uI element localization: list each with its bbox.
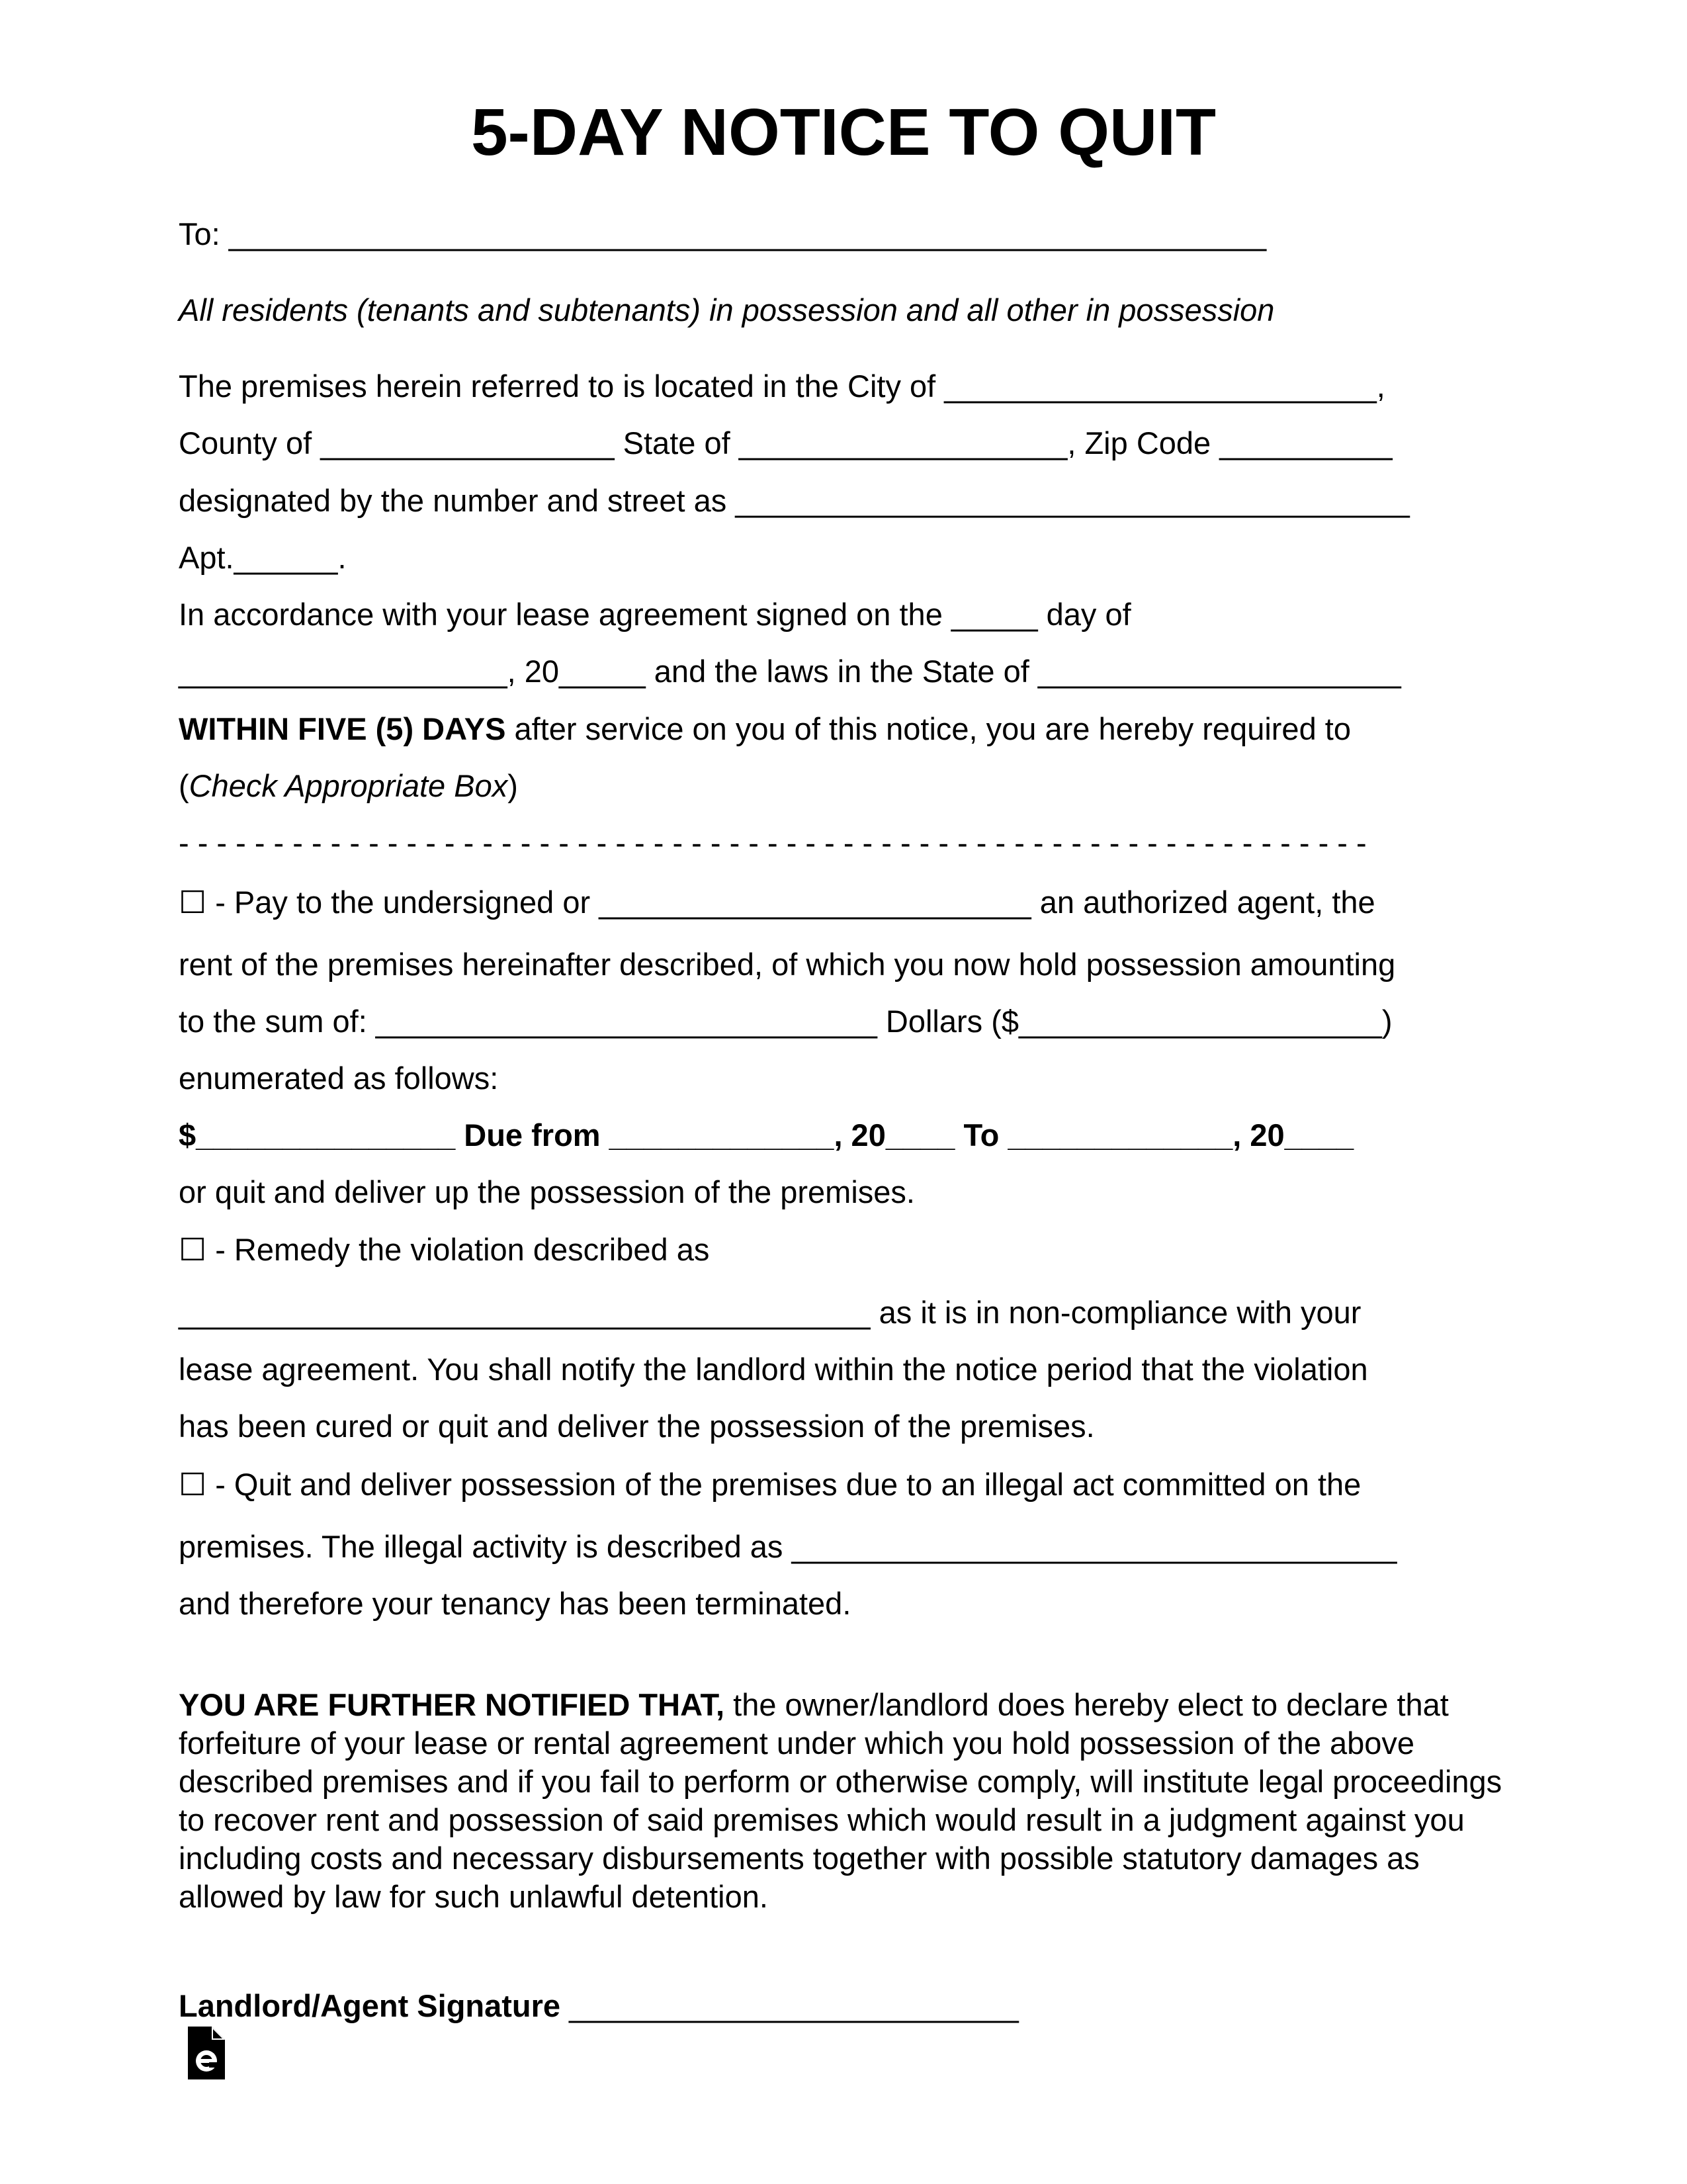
lease-agreement-line: lease agreement. You shall notify the landlord within the notice period that the violation [179, 1352, 1368, 1387]
rent-description-line: rent of the premises hereinafter described, of which you now hold possession amounting [179, 947, 1396, 982]
document-logo-icon [188, 2027, 225, 2079]
signature-label: Landlord/Agent Signature [179, 1988, 561, 2023]
check-box-instruction [179, 770, 518, 801]
dashed-divider: - - - - - - - - - - - - - - - - - - - - - - - - - - - - - - - - - - - - - - - - - - - - - - - - - - - - - - - - - - - - - - - [179, 825, 1367, 860]
due-period-line: $_______________ Due from _____________, 20____ To _____________, 20____ [179, 1117, 1354, 1153]
within-five-days-line [179, 713, 1351, 744]
signature-line [179, 1990, 1019, 2021]
violation-description-line: ________________________________________ as it is in non-compliance with your [179, 1295, 1362, 1330]
illegal-activity-line: premises. The illegal activity is described as ___________________________________ [179, 1529, 1397, 1564]
further-notice-paragraph [179, 1686, 1515, 1916]
check-box-instruction-italic: Check Appropriate Box [189, 768, 508, 803]
within-five-days-bold: WITHIN FIVE (5) DAYS [179, 711, 506, 746]
pay-option-line: ☐ - Pay to the undersigned or _________________________ an authorized agent, the [179, 885, 1375, 920]
enumerated-line: enumerated as follows: [179, 1061, 499, 1096]
paren-close: ) [507, 768, 518, 803]
signature-blank: __________________________ [560, 1988, 1019, 2023]
page-title: 5-DAY NOTICE TO QUIT [470, 95, 1217, 169]
residents-line: All residents (tenants and subtenants) in possession and all other in possession [179, 292, 1275, 328]
within-five-days-text: after service on you of this notice, you are hereby required to [505, 711, 1351, 746]
apt-line: Apt.______. [179, 540, 347, 575]
premises-city-line: The premises herein referred to is located in the City of _________________________, [179, 369, 1385, 404]
sum-line: to the sum of: _____________________________ Dollars ($_____________________) [179, 1004, 1393, 1039]
quit-deliver-line: or quit and deliver up the possession of the premises. [179, 1174, 915, 1209]
illegal-act-option-line: ☐ - Quit and deliver possession of the premises due to an illegal act committed on the [179, 1467, 1362, 1502]
lease-date-laws-line: ___________________, 20_____ and the laws in the State of _____________________ [179, 654, 1401, 689]
to-line: To: ____________________________________________________________ [179, 216, 1267, 251]
lease-signed-line: In accordance with your lease agreement signed on the _____ day of [179, 597, 1131, 632]
county-state-zip-line: County of _________________ State of ___________________, Zip Code __________ [179, 425, 1393, 460]
terminated-line: and therefore your tenancy has been terminated. [179, 1586, 851, 1621]
street-address-line: designated by the number and street as _______________________________________ [179, 483, 1410, 518]
cured-line: has been cured or quit and deliver the possession of the premises. [179, 1409, 1095, 1444]
further-notice-text: the owner/landlord does hereby elect to declare that forfeiture of your lease or rental agreement under which you hold possession of the above described premises and if you fail to perform or otherwise comply, will institute legal proceedings to recover rent and possession of said premises which would result in a judgment against you including costs and necessary disbursements together with possible statutory damages as allowed by law for such unlawful detention. [179, 1687, 1502, 1914]
further-notice-bold: YOU ARE FURTHER NOTIFIED THAT, [179, 1687, 725, 1722]
remedy-option-line: ☐ - Remedy the violation described as [179, 1232, 710, 1267]
paren-open: ( [179, 768, 189, 803]
